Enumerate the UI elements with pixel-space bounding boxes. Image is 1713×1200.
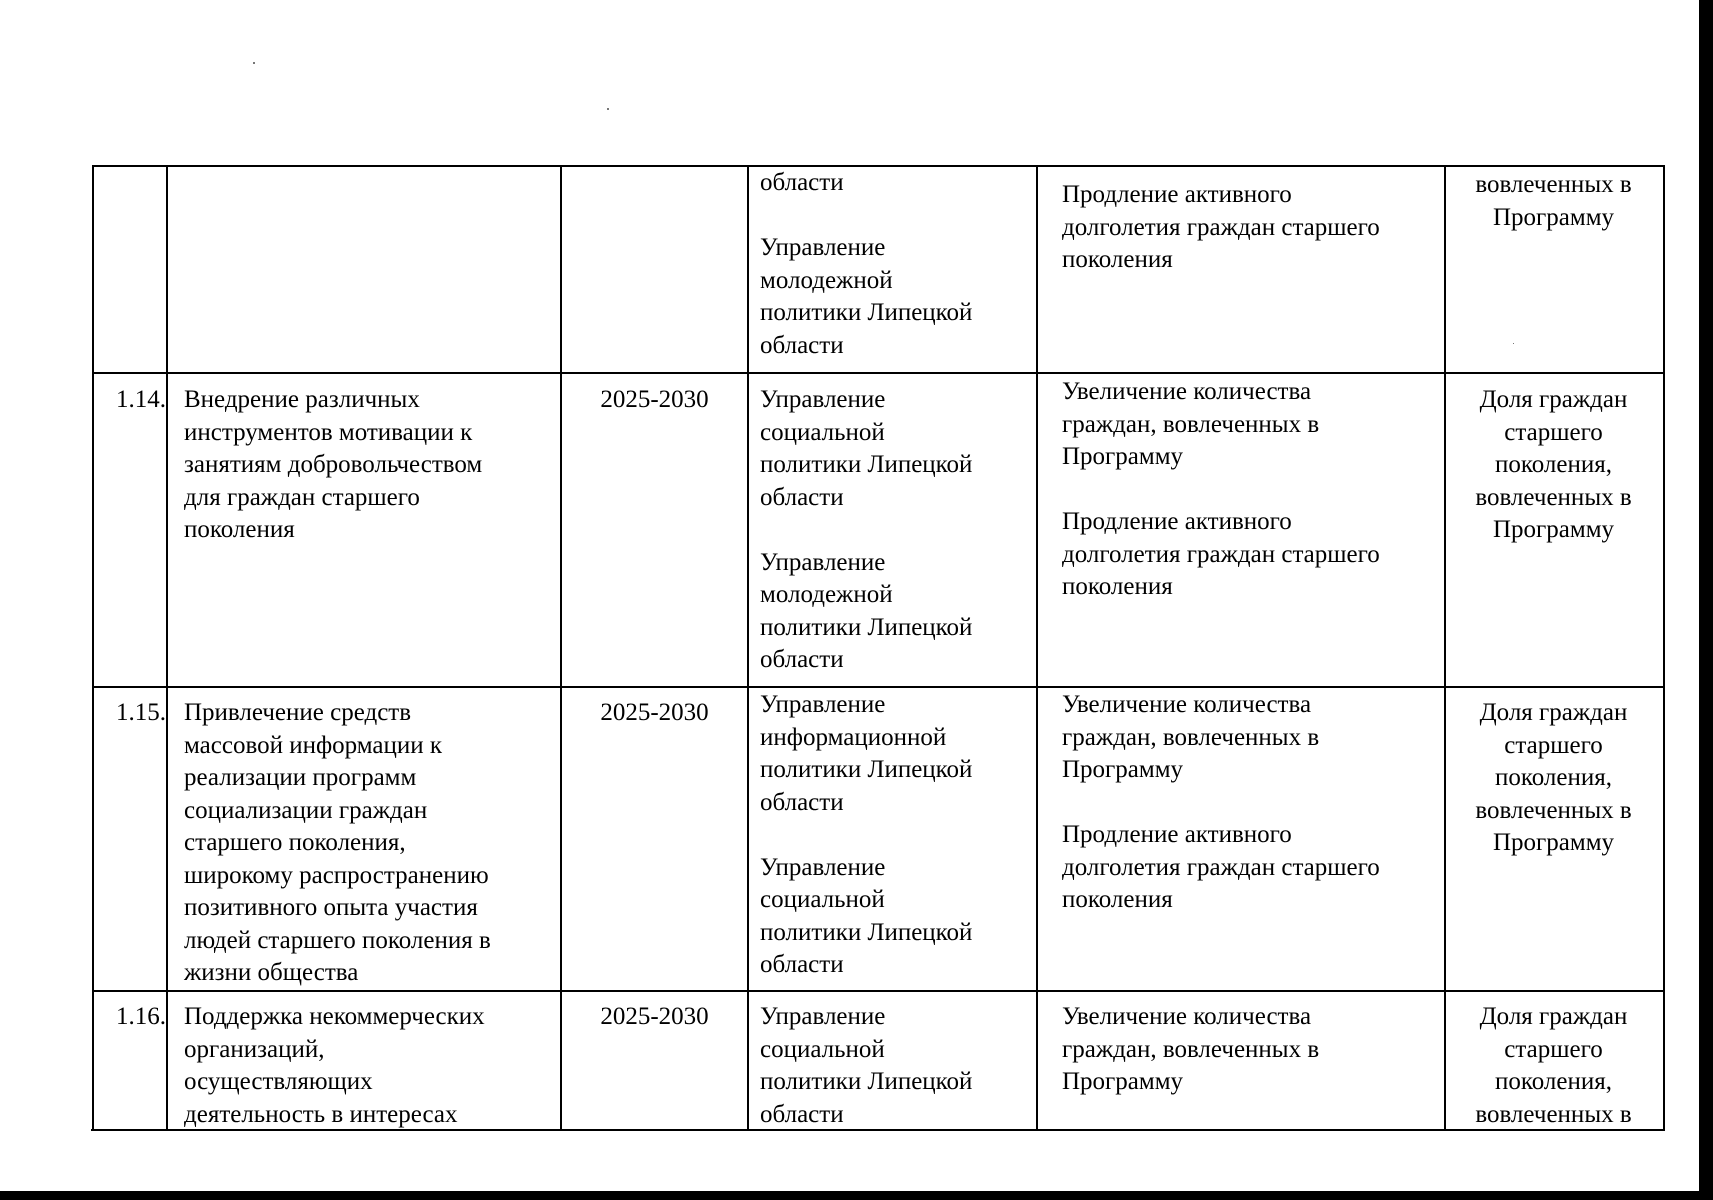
period-cell: 2025-2030 — [600, 386, 709, 413]
table-rule — [92, 686, 1665, 688]
row-number: 1.14. — [116, 386, 166, 413]
executors-cell: области Управление молодежной политики Липецкой области — [760, 169, 973, 359]
results-cell: Продление активного долголетия граждан старшего поколения — [1062, 181, 1380, 273]
activity-cell: Внедрение различных инструментов мотивации к занятиям добровольчеством для граждан старшего поколения — [184, 386, 483, 543]
table-rule — [560, 165, 562, 1131]
indicator-cell: Доля граждан старшего поколения, вовлеченных в Программу — [1475, 699, 1632, 856]
executors-cell: Управление социальной политики Липецкой области Управление молодежной политики Липецкой области — [760, 386, 973, 673]
table-rule — [92, 165, 94, 1131]
table-rule — [1036, 165, 1038, 1131]
table-rule — [166, 165, 168, 1131]
period-cell: 2025-2030 — [600, 1003, 709, 1030]
results-cell: Увеличение количества граждан, вовлеченных в Программу Продление активного долголетия граждан старшего поколения — [1062, 691, 1380, 913]
table-rule — [1444, 165, 1446, 1131]
row-number: 1.16. — [116, 1003, 166, 1030]
activity-cell: Поддержка некоммерческих организаций, осуществляющих деятельность в интересах — [184, 1003, 485, 1128]
executors-cell: Управление социальной политики Липецкой области — [760, 1003, 973, 1128]
indicator-cell: вовлеченных в Программу — [1475, 171, 1632, 231]
period-cell: 2025-2030 — [600, 699, 709, 726]
executors-cell: Управление информационной политики Липецкой области Управление социальной политики Липецкой области — [760, 691, 973, 978]
results-cell: Увеличение количества граждан, вовлеченных в Программу — [1062, 1003, 1320, 1095]
activity-cell: Привлечение средств массовой информации к реализации программ социализации граждан старшего поколения, широкому распространению позитивного опыта участия людей старшего поколения в жизни общества — [184, 699, 491, 986]
row-number: 1.15. — [116, 699, 166, 726]
indicator-cell: Доля граждан старшего поколения, вовлеченных в — [1475, 1003, 1632, 1128]
table-rule — [747, 165, 749, 1131]
table-rule — [92, 372, 1665, 374]
table-rule — [92, 990, 1665, 992]
indicator-cell: Доля граждан старшего поколения, вовлеченных в Программу — [1475, 386, 1632, 543]
results-cell: Увеличение количества граждан, вовлеченных в Программу Продление активного долголетия граждан старшего поколения — [1062, 378, 1380, 600]
table-rule — [1663, 165, 1665, 1131]
